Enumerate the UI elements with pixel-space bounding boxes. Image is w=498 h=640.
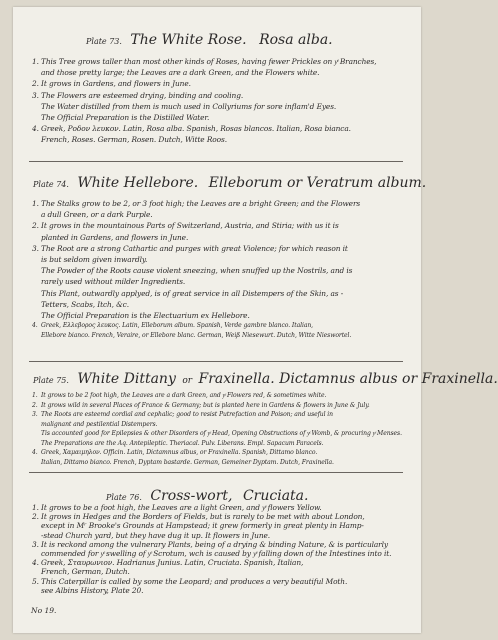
english-name: The White Rose. [130, 32, 247, 48]
plate-number: Plate 74. [33, 180, 69, 189]
text-line: 2. It grows in the mountainous Parts of Switzerland, Austria, and Stiria; with us it is [32, 221, 339, 231]
text-line: French, Roses. German, Rosen. Dutch, Witte Roos. [41, 135, 227, 145]
text-line: French, German, Dutch. [41, 567, 130, 577]
text-line: 1. It grows to be 2 foot high, the Leaves are a dark Green, and yͤ Flowers red, & sometimes white. [32, 392, 327, 399]
text-line: except in Mʳ Brooke's Grounds at Hampstead; it grew formerly in great plenty in Hamp- [41, 521, 364, 531]
text-line: 5. This Caterpillar is called by some the Leopard; and produces a very beautiful Moth. [32, 576, 348, 586]
text-line: malignant and pestilential Distempers. [41, 420, 158, 428]
plate-76-text [32, 503, 411, 595]
latin-name: Elleborum or Veratrum album. [208, 175, 427, 191]
text-line: is but seldom given inwardly. [41, 255, 148, 265]
text-line: commended for yͤ swelling of yͤ Scrotum, wch is caused by yͤ falling down of the Intestines into it. [41, 549, 392, 559]
english-name: Cross-wort, [150, 488, 233, 504]
text-line: 3. The Flowers are esteemed drying, binding and cooling. [32, 90, 244, 100]
text-line: The Preparations are the Aq. Antepileptic. Theriacal. Pulv. Liberans. Empl. Sapacum Paracels. [41, 439, 324, 447]
plate-number: Plate 73. [86, 37, 122, 46]
plate-number: Plate 75. [33, 376, 69, 385]
text-line: 4. Greek, Ελλεβορος λευκος. Latin, Elleborum album. Spanish, Verde gambre blanco. Italian, [32, 322, 314, 330]
text-line: 2. It grows in Gardens, and flowers in June. [32, 79, 191, 89]
text-line: 2. It grows in Hedges and the Borders of Fields, but is rarely to be met with about London, [32, 512, 365, 522]
section-divider [29, 361, 403, 362]
text-line: planted in Gardens, and flowers in June. [41, 232, 189, 242]
english-name: White Dittany [77, 371, 176, 387]
plate-73-text [32, 56, 411, 146]
text-line: This Plant, outwardly applyed, is of great service in all Distempers of the Skin, as - [41, 288, 344, 298]
text-line: Italian, Dittamo bianco. French, Dyptam bastarde. German, Gemeiner Dyptam. Dutch, Fraxinella. [41, 458, 334, 466]
text-line: Tetters, Scabs, Itch, &c. [41, 299, 129, 309]
latin-name: Rosa alba. [259, 32, 333, 48]
herbal-page [13, 7, 498, 633]
text-line: 4. Greek, Ροδον λευκον. Latin, Rosa alba. Spanish, Rosas blancos. Italian, Rosa bianca. [32, 124, 351, 134]
latin-name: Fraxinella. Dictamnus albus or Fraxinella. [198, 371, 498, 387]
text-line: rarely used without milder Ingredients. [41, 277, 186, 287]
section-divider [29, 161, 403, 162]
text-line: 1. This Tree grows taller than most other kinds of Roses, having fewer Prickles on yͤ Branches, [32, 57, 377, 66]
plate-number: Plate 76. [106, 493, 142, 502]
text-line: Tis accounted good for Epilepsies & other Disorders of yͤ Head, Opening Obstructions of yͤ Womb, & procuring yͤ Menses. [41, 430, 402, 437]
text-line: and those pretty large; the Leaves are a dark Green, and the Flowers white. [41, 68, 320, 78]
english-name: White Hellebore. [77, 175, 199, 191]
section-divider [29, 472, 403, 473]
text-line: 1. It grows to be a foot high, the Leaves are a light Green, and yͤ flowers Yellow. [32, 503, 322, 512]
conjunction: or [182, 376, 193, 386]
text-line: see Albins History, Plate 20. [41, 585, 144, 595]
text-line: 4. Greek, Σταυρωνιον. Hadrianus Junius. Latin, Cruciata. Spanish, Italian, [32, 558, 304, 568]
text-line: a dull Green, or a dark Purple. [41, 210, 153, 220]
text-line: 2. It grows wild in several Places of France & Germany; but is planted here in Gardens & flowers in June & July. [32, 401, 370, 409]
plate-74-text [32, 198, 411, 340]
text-line: -stead Church yard, but they have dug it up. It flowers in June. [41, 530, 271, 540]
latin-name: Cruciata. [242, 488, 309, 504]
text-line: The Official Preparation is the Distilled Water. [41, 113, 210, 123]
page-number: No 19. [31, 606, 57, 615]
text-line: The Powder of the Roots cause violent sneezing, when snuffed up the Nostrils, and is [41, 266, 353, 276]
text-line: 3. The Roots are esteemd cordial and cephalic; good to resist Putrefaction and Poison; and useful in [32, 411, 333, 418]
text-line: 4. Greek, Χαμαιμηλον. Officin. Latin, Dictamnus albus, or Fraxinella. Spanish, Dittamo blanco. [32, 449, 318, 456]
plate-75-text [32, 391, 411, 467]
text-line: Ellebore bianco. French, Veraire, or Ellebore blanc. German, Weiß Niesewurt. Dutch, Witte Nieswortel. [41, 331, 352, 339]
text-line: 1. The Stalks grow to be 2, or 3 foot high; the Leaves are a bright Green; and the Flowers [32, 199, 361, 208]
text-line: The Official Preparation is the Electuarium ex Hellebore. [41, 311, 250, 321]
text-line: 3. It is reckond among the vulnerary Plants, being of a drying & binding Nature, & is particularly [32, 539, 388, 549]
text-line: 3. The Root are a strong Cathartic and purges with great Violence; for which reason it [32, 243, 348, 253]
text-line: The Water distilled from them is much used in Collyriums for sore inflam'd Eyes. [41, 101, 337, 111]
